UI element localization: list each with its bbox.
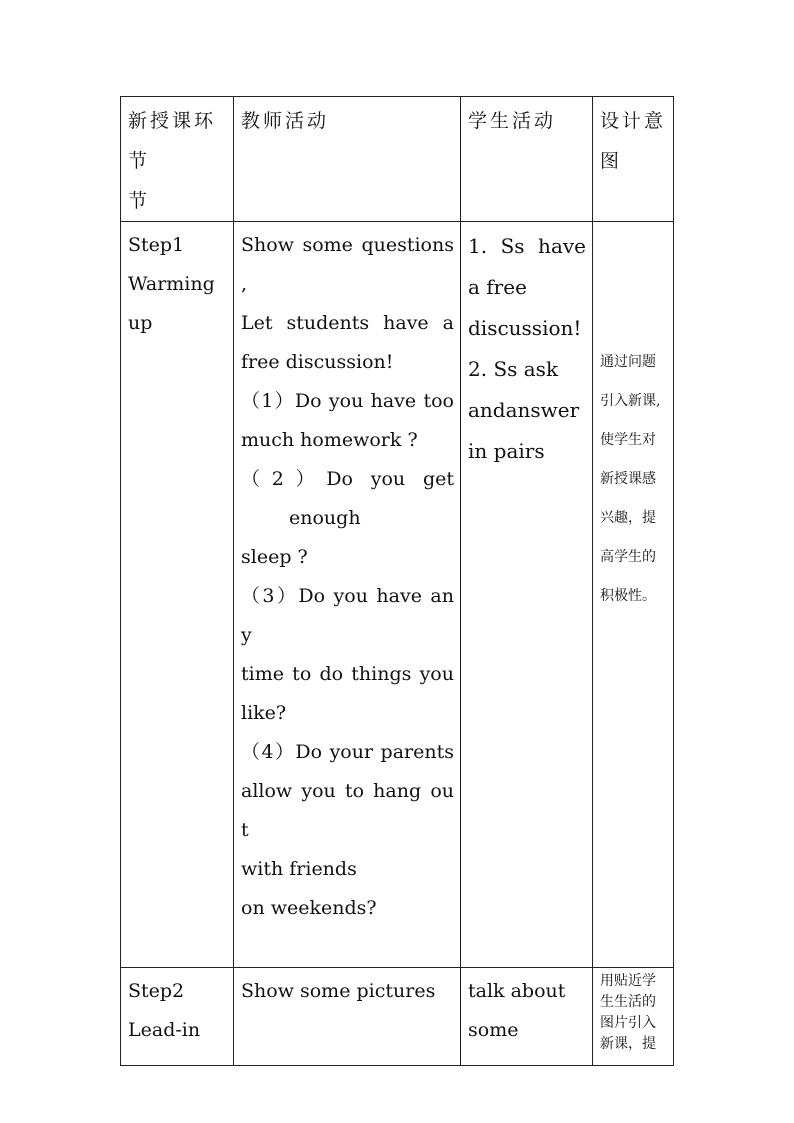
header-stage-cont: 节 bbox=[128, 190, 151, 212]
step1-student-cell bbox=[461, 222, 593, 968]
step2-teacher-text: Show some pictures bbox=[241, 980, 436, 1002]
header-teacher: 教师活动 bbox=[241, 110, 330, 132]
teacher-line: free discussion! bbox=[241, 351, 394, 373]
question-4-cont: allow you to hang ou bbox=[241, 780, 454, 802]
design-line: 兴趣，提 bbox=[600, 510, 656, 526]
question-2-cont: enough bbox=[289, 507, 361, 529]
question-2-end: sleep ? bbox=[241, 546, 308, 568]
step2-design-line: 图片引入 bbox=[600, 1015, 656, 1031]
step2-stage-cell bbox=[121, 968, 234, 1066]
design-line: 使学生对 bbox=[600, 432, 656, 448]
teacher-line: Let students have a bbox=[241, 312, 454, 334]
step2-title: Lead-in bbox=[128, 1019, 201, 1041]
header-row bbox=[121, 97, 674, 222]
step2-student-cell bbox=[461, 968, 593, 1066]
student-line: andanswer bbox=[468, 398, 580, 422]
step2-teacher-cell bbox=[234, 968, 461, 1066]
design-line: 引入新课, bbox=[600, 393, 661, 409]
step1-label: Step1 bbox=[128, 234, 185, 256]
question-4-end: on weekends? bbox=[241, 897, 377, 919]
question-4-cont: with friends bbox=[241, 858, 357, 880]
student-line: discussion! bbox=[468, 316, 582, 340]
header-stage: 新授课环节 bbox=[128, 110, 217, 172]
question-4: （4）Do your parents bbox=[241, 741, 454, 763]
header-design-cont: 图 bbox=[600, 150, 623, 172]
step2-design-cell bbox=[593, 968, 674, 1066]
teacher-line: , bbox=[241, 273, 248, 295]
step2-student-line: some bbox=[468, 1019, 519, 1041]
design-line: 积极性。 bbox=[600, 588, 656, 604]
question-1-cont: much homework ? bbox=[241, 429, 418, 451]
header-design-cell bbox=[593, 97, 674, 222]
step1-title-2: up bbox=[128, 312, 153, 334]
question-2: （2）Do you get bbox=[241, 468, 454, 490]
step1-row bbox=[121, 222, 674, 968]
student-line: a free bbox=[468, 275, 527, 299]
question-3-end: like? bbox=[241, 702, 287, 724]
step2-student-line: talk about bbox=[468, 980, 566, 1002]
question-1: （1）Do you have too bbox=[241, 390, 454, 412]
step2-design-line: 用贴近学 bbox=[600, 973, 656, 989]
question-3: （3）Do you have an bbox=[241, 585, 454, 607]
header-student-cell bbox=[461, 97, 593, 222]
student-line: 2. Ss ask bbox=[468, 357, 559, 381]
step1-teacher-cell bbox=[234, 222, 461, 968]
question-3-cont: time to do things you bbox=[241, 663, 454, 685]
step2-label: Step2 bbox=[128, 980, 185, 1002]
step1-title-1: Warming bbox=[128, 273, 215, 295]
step1-design-cell bbox=[593, 222, 674, 968]
design-line: 高学生的 bbox=[600, 549, 656, 565]
design-line: 新授课感 bbox=[600, 471, 656, 487]
step2-row bbox=[121, 968, 674, 1066]
step1-stage-cell bbox=[121, 222, 234, 968]
design-line: 通过问题 bbox=[600, 354, 656, 370]
header-stage-cell bbox=[121, 97, 234, 222]
question-4-cont: t bbox=[241, 819, 249, 841]
step2-design-line: 生生活的 bbox=[600, 994, 656, 1010]
step2-design-line: 新课，提 bbox=[600, 1036, 656, 1052]
question-3-cont: y bbox=[241, 624, 252, 646]
teacher-line: Show some questions bbox=[241, 234, 454, 256]
header-student: 学生活动 bbox=[468, 110, 557, 132]
student-line: 1. Ss have bbox=[468, 234, 586, 258]
student-line: in pairs bbox=[468, 439, 545, 463]
lesson-plan-table bbox=[120, 96, 674, 1066]
header-teacher-cell bbox=[234, 97, 461, 222]
header-design: 设计意 bbox=[600, 110, 667, 132]
